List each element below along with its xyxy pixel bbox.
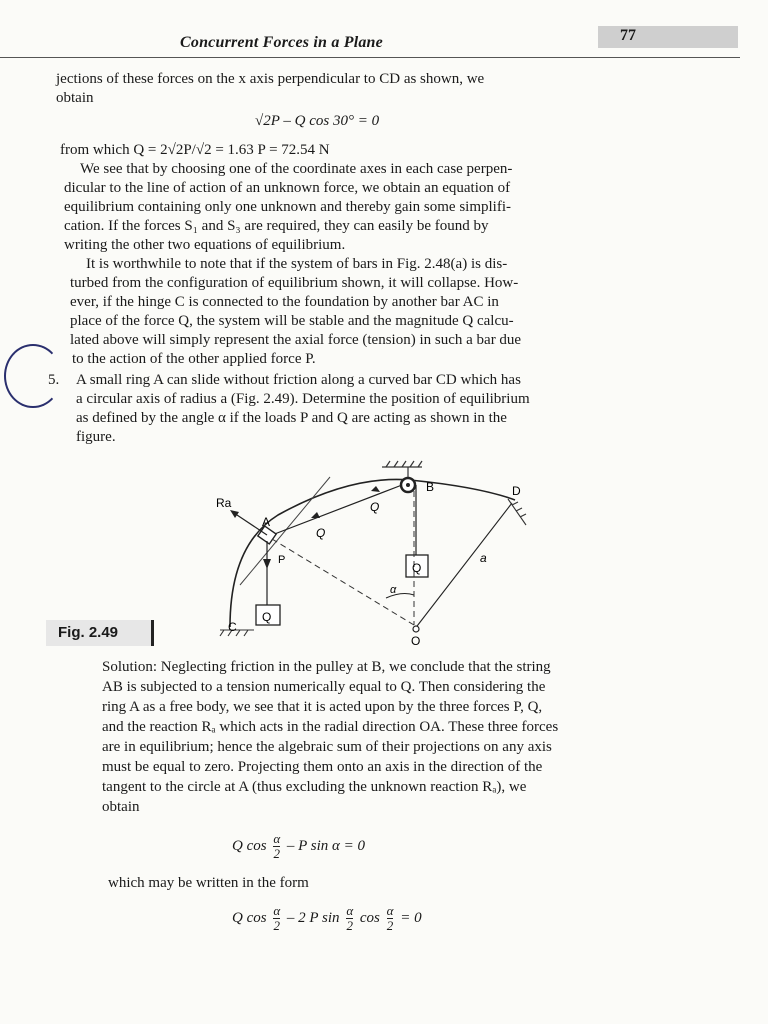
label-q-weight: Q xyxy=(412,561,422,575)
eq2-num: α xyxy=(273,831,281,846)
eq2-right: – P sin α = 0 xyxy=(286,837,366,854)
label-c: C xyxy=(228,620,237,634)
pulley-axle xyxy=(406,483,410,487)
solution-line: ring A as a free body, we see that it is acted upon by the three forces P, Q, xyxy=(102,699,543,715)
solution-line: must be equal to zero. Projecting them onto an axis in the direction of the xyxy=(102,759,543,775)
eq3-frac1 xyxy=(273,904,280,933)
eq3-num1: α xyxy=(273,903,281,918)
para-line: from which Q = 2√2P/√2 = 1.63 P = 72.54 N xyxy=(60,142,330,158)
label-o: O xyxy=(411,634,421,648)
radius-od xyxy=(414,503,512,630)
label-q-upper: Q xyxy=(370,500,380,514)
arrow-p xyxy=(263,559,271,569)
label-ra: Ra xyxy=(216,496,232,510)
solution-line: AB is subjected to a tension numerically equal to Q. Then considering the xyxy=(102,679,546,695)
solution-line: and the reaction Rₐ which acts in the radial direction OA. These three forces xyxy=(102,719,559,735)
label-q-lower: Q xyxy=(262,610,272,624)
eq3-frac3 xyxy=(387,904,394,933)
para-line: We see that by choosing one of the coordinate axes in each case perpen- xyxy=(80,161,513,177)
para-line: ever, if the hinge C is connected to the foundation by another bar AC in xyxy=(70,294,499,310)
para-line: equilibrium containing only one unknown and thereby gain some simplifi- xyxy=(64,199,512,215)
eq2-fraction xyxy=(273,832,280,861)
label-a-radius: a xyxy=(480,551,487,565)
label-alpha: α xyxy=(390,584,397,596)
body-line: jections of these forces on the x axis perpendicular to CD as shown, we xyxy=(56,71,485,87)
eq3-b: – 2 P sin xyxy=(286,909,340,926)
equation-2 xyxy=(232,832,365,861)
figure-label: Fig. 2.49 xyxy=(46,620,154,646)
eq3-den3: 2 xyxy=(386,918,394,933)
label-p: P xyxy=(278,554,286,566)
string-ab xyxy=(272,485,402,535)
header-rule xyxy=(0,57,740,58)
eq3-num2: α xyxy=(346,903,354,918)
arrow-q-upper xyxy=(371,486,380,492)
body-line: obtain xyxy=(56,90,94,106)
para-line: cation. If the forces S₁ and S₃ are required, they can easily be found by xyxy=(64,218,489,234)
problem-number: 5. xyxy=(48,372,60,388)
para-line: lated above will simply represent the axial force (tension) in such a bar due xyxy=(70,332,522,348)
solution-line: tangent to the circle at A (thus excluding the unknown reaction Rₐ), we xyxy=(102,779,527,795)
solution-line: are in equilibrium; hence the algebraic sum of their projections on any axis xyxy=(102,739,552,755)
ceiling-support xyxy=(382,461,422,479)
eq3-a: Q cos xyxy=(232,909,267,926)
para-line: It is worthwhile to note that if the system of bars in Fig. 2.48(a) is dis- xyxy=(86,256,508,272)
arrow-ra xyxy=(230,510,239,518)
running-header: Concurrent Forces in a Plane xyxy=(180,34,383,51)
para-line: writing the other two equations of equilibrium. xyxy=(64,237,346,253)
para-line: turbed from the configuration of equilibrium shown, it will collapse. How- xyxy=(70,275,519,291)
figure-2-49-diagram xyxy=(190,455,550,650)
solution-line: obtain xyxy=(102,799,140,815)
label-q-string: Q xyxy=(316,526,326,540)
eq3-num3: α xyxy=(386,903,394,918)
problem-line: a circular axis of radius a (Fig. 2.49). Determine the position of equilibrium xyxy=(76,391,530,407)
problem-line: A small ring A can slide without friction along a curved bar CD which has xyxy=(76,372,521,388)
center-o xyxy=(413,626,419,632)
problem-line: figure. xyxy=(76,429,116,445)
text-form: which may be written in the form xyxy=(108,875,309,891)
eq2-den: 2 xyxy=(273,846,280,861)
eq3-frac2 xyxy=(346,904,353,933)
radius-oa xyxy=(272,539,414,625)
para-line: place of the force Q, the system will be stable and the magnitude Q calcu- xyxy=(70,313,514,329)
equation-1: √2P – Q cos 30° = 0 xyxy=(255,113,380,129)
label-d: D xyxy=(512,484,521,498)
support-d xyxy=(508,499,526,525)
eq3-d: = 0 xyxy=(400,909,422,926)
eq2-left: Q cos xyxy=(232,837,267,854)
arrow-q xyxy=(311,512,320,518)
page-number-band xyxy=(598,26,738,48)
problem-line: as defined by the angle α if the loads P and Q are acting as shown in the xyxy=(76,410,507,426)
para-line: to the action of the other applied force P. xyxy=(72,351,316,367)
page-number: 77 xyxy=(620,27,636,44)
label-b: B xyxy=(426,480,435,494)
equation-3 xyxy=(232,904,422,933)
eq3-c: cos xyxy=(359,909,380,926)
eq3-den1: 2 xyxy=(273,918,280,933)
para-line: dicular to the line of action of an unknown force, we obtain an equation of xyxy=(64,180,511,196)
support-c xyxy=(220,630,254,636)
label-a: A xyxy=(262,515,271,529)
solution-line: Solution: Neglecting friction in the pulley at B, we conclude that the string xyxy=(102,659,551,675)
eq3-den2: 2 xyxy=(346,918,353,933)
